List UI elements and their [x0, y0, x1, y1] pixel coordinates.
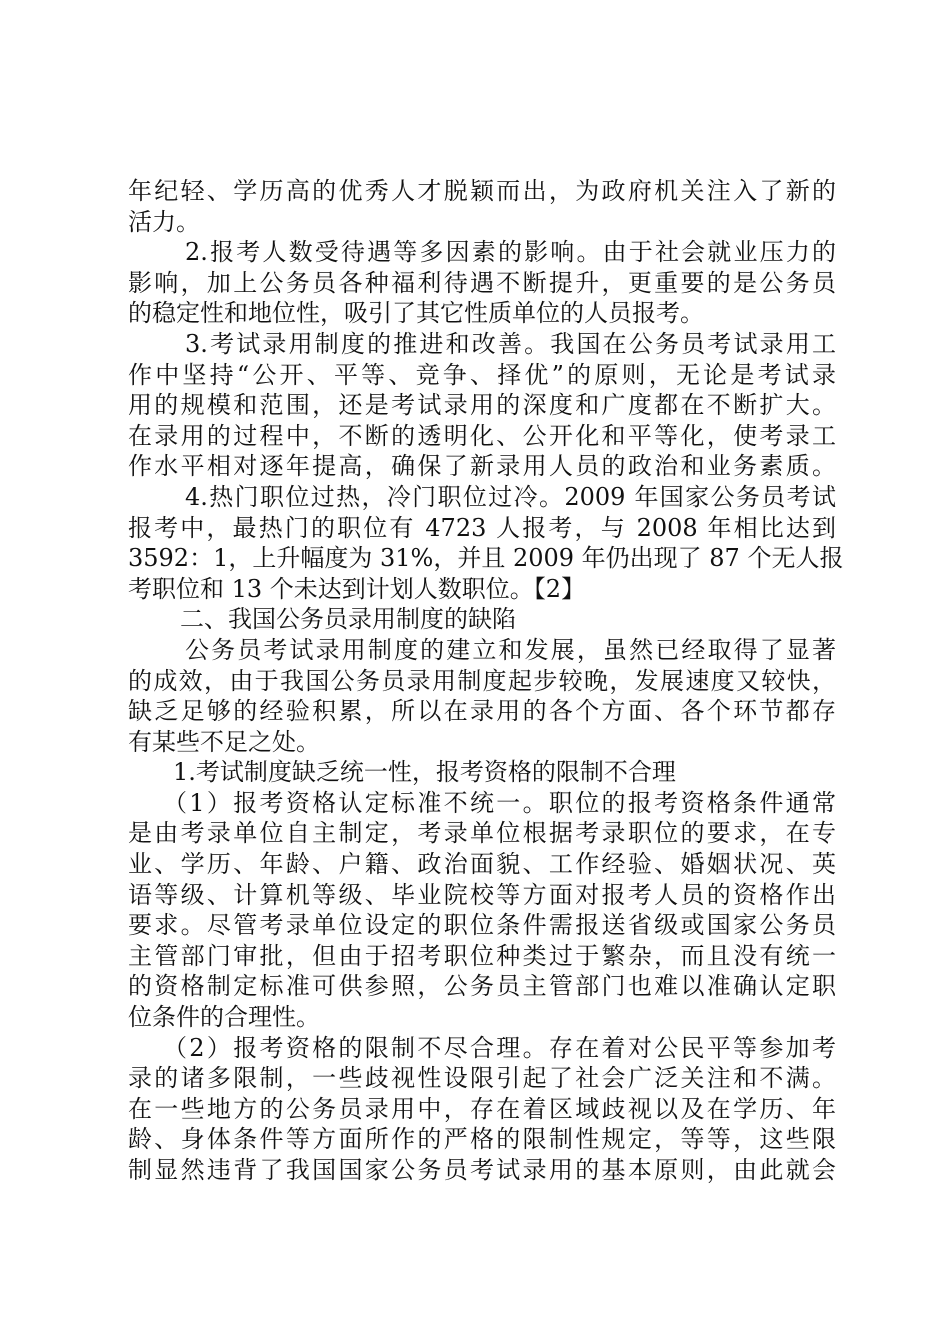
text-line: 活力。 — [128, 207, 200, 236]
text-line: 3592：1，上升幅度为 31%，并且 2009 年仍出现了 87 个无人报 — [128, 544, 844, 573]
text-line: 4.热门职位过热，冷门职位过冷。2009 年国家公务员考试 — [185, 482, 836, 511]
text-line: 位条件的合理性。 — [128, 1003, 320, 1032]
text-line: （1）报考资格认定标准不统一。职位的报考资格条件通常 — [163, 788, 836, 817]
text-line: 考职位和 13 个未达到计划人数职位。【2】 — [128, 574, 586, 603]
subsection-heading: 1.考试制度缺乏统一性，报考资格的限制不合理 — [173, 758, 676, 787]
section-heading: 二、我国公务员录用制度的缺陷 — [180, 605, 516, 634]
text-line: 有某些不足之处。 — [128, 727, 320, 756]
text-line: 要求。尽管考录单位设定的职位条件需报送省级或国家公务员 — [128, 911, 836, 940]
text-line: 的稳定性和地位性，吸引了其它性质单位的人员报考。 — [128, 299, 704, 328]
text-line: 作水平相对逐年提高，确保了新录用人员的政治和业务素质。 — [128, 452, 836, 481]
text-line: 语等级、计算机等级、毕业院校等方面对报考人员的资格作出 — [128, 880, 836, 909]
text-line: 龄、身体条件等方面所作的严格的限制性规定，等等，这些限 — [128, 1125, 836, 1154]
text-line: 公务员考试录用制度的建立和发展，虽然已经取得了显著 — [185, 635, 836, 664]
text-line: 的资格制定标准可供参照，公务员主管部门也难以准确认定职 — [128, 972, 836, 1001]
text-line: 业、学历、年龄、户籍、政治面貌、工作经验、婚姻状况、英 — [128, 850, 836, 879]
text-line: 报考中，最热门的职位有 4723 人报考，与 2008 年相比达到 — [128, 513, 836, 542]
text-line: 制显然违背了我国国家公务员考试录用的基本原则，由此就会 — [128, 1156, 836, 1184]
text-line: 2.报考人数受待遇等多因素的影响。由于社会就业压力的 — [185, 238, 836, 267]
text-line: 用的规模和范围，还是考试录用的深度和广度都在不断扩大。 — [128, 391, 836, 420]
text-line: （2）报考资格的限制不尽合理。存在着对公民平等参加考 — [163, 1033, 836, 1062]
document-body — [128, 176, 844, 1186]
text-line: 在录用的过程中，不断的透明化、公开化和平等化，使考录工 — [128, 421, 836, 450]
text-line: 主管部门审批，但由于招考职位种类过于繁杂，而且没有统一 — [128, 941, 836, 970]
text-line: 的成效，由于我国公务员录用制度起步较晚，发展速度又较快， — [128, 666, 836, 695]
text-line: 年纪轻、学历高的优秀人才脱颖而出，为政府机关注入了新的 — [128, 177, 836, 205]
text-line: 缺乏足够的经验积累，所以在录用的各个方面、各个环节都存 — [128, 697, 836, 726]
text-line: 是由考录单位自主制定，考录单位根据考录职位的要求，在专 — [128, 819, 836, 848]
text-line: 影响，加上公务员各种福利待遇不断提升，更重要的是公务员 — [128, 268, 836, 297]
text-line: 作中坚持“公开、平等、竞争、择优”的原则，无论是考试录 — [128, 360, 836, 389]
text-line: 在一些地方的公务员录用中，存在着区域歧视以及在学历、年 — [128, 1094, 836, 1123]
text-line: 3.考试录用制度的推进和改善。我国在公务员考试录用工 — [185, 329, 836, 358]
text-line: 录的诸多限制，一些歧视性设限引起了社会广泛关注和不满。 — [128, 1064, 836, 1093]
